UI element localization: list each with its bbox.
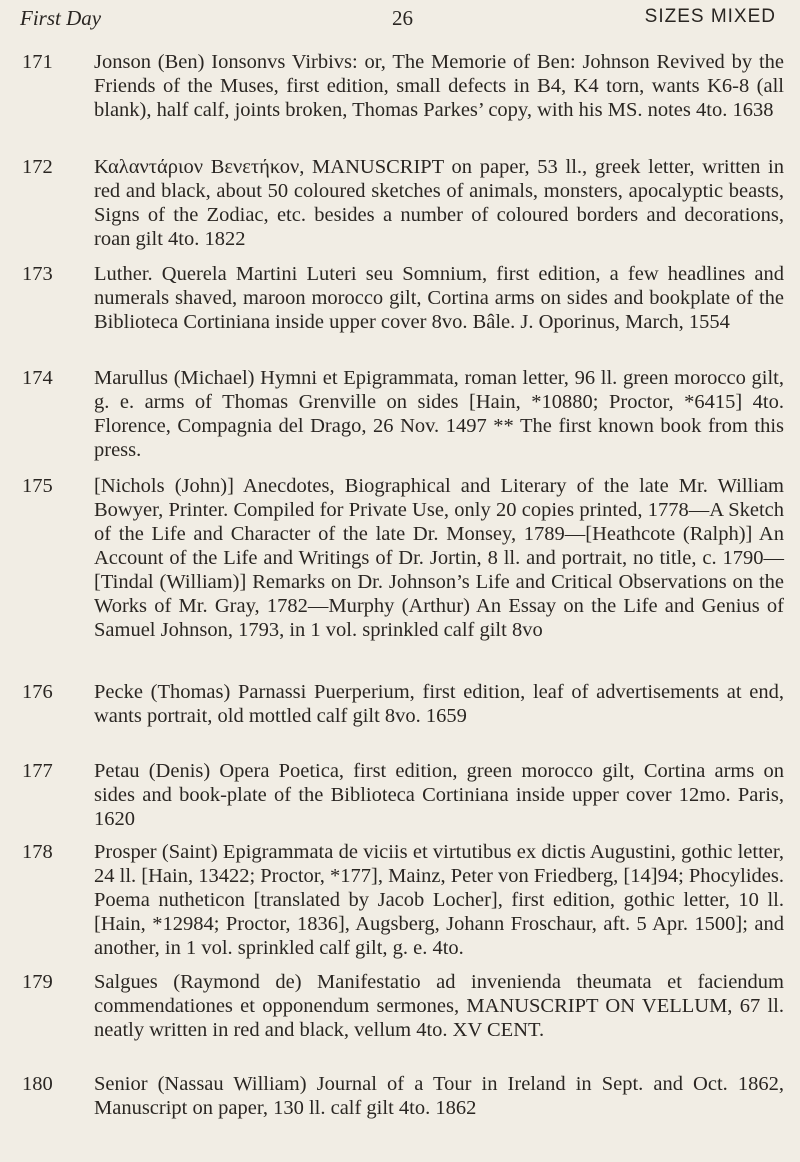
lot-description: Salgues (Raymond de) Manifestatio ad invenienda theumata et faciendum commendationes et opponendum sermones, MANUSCRIPT ON VELLUM, 67 ll. neatly written in red and black, vellum 4to. XV CENT. [94, 971, 784, 1041]
lot-description: Luther. Querela Martini Luteri seu Somnium, first edition, a few headlines and numerals shaved, maroon morocco gilt, Cortina arms on sides and bookplate of the Biblioteca Cortiniana inside upper cover 8vo. Bâle. J. Oporinus, March, 1554 [94, 263, 784, 333]
header-page-number: 26 [392, 6, 413, 30]
page-header [20, 6, 776, 36]
lot-number: 180 [22, 1073, 53, 1095]
header-sale-day: First Day [20, 6, 102, 30]
lot-description: Prosper (Saint) Epigrammata de viciis et virtutibus ex dictis Augustini, gothic letter, 24 ll. [Hain, 13422; Proctor, *177], Mainz, Peter von Friedberg, [14]94; Phocylides. Poema nutheticon [translated by Jacob Locher], first edition, gothic letter, 10 ll. [Hain, *12984; Proctor, 1836], Augsberg, Johann Froschaur, aft. 5 Apr. 1500]; and another, in 1 vol. sprinkled calf gilt, g. e. 4to. [94, 841, 785, 959]
lot-number: 174 [22, 367, 53, 389]
lot-description: Petau (Denis) Opera Poetica, first edition, green morocco gilt, Cortina arms on sides and book-plate of the Biblioteca Cortiniana inside upper cover 12mo. Paris, 1620 [94, 760, 784, 830]
lot-number: 178 [22, 841, 53, 863]
header-section: SIZES MIXED [644, 6, 776, 27]
lot-number: 179 [22, 971, 53, 993]
lot-number: 177 [22, 760, 53, 782]
lot-description: Καλαντάριον Βενετήκον, MANUSCRIPT on paper, 53 ll., greek letter, written in red and black, about 50 coloured sketches of animals, monsters, apocalyptic beasts, Signs of the Zodiac, etc. besides a number of coloured borders and decorations, roan gilt 4to. 1822 [94, 156, 784, 250]
lot-number: 171 [22, 51, 53, 73]
lot-description: Jonson (Ben) Ionsonvs Virbivs: or, The Memorie of Ben: Johnson Revived by the Friends of the Muses, first edition, small defects in B4, K4 torn, wants K6-8 (all blank), half calf, joints broken, Thomas Parkes’ copy, with his MS. notes 4to. 1638 [94, 51, 784, 121]
lot-number: 172 [22, 156, 53, 178]
lot-description: Marullus (Michael) Hymni et Epigrammata, roman letter, 96 ll. green morocco gilt, g. e. arms of Thomas Grenville on sides [Hain, *10880; Proctor, *6415] 4to. Florence, Compagnia del Drago, 26 Nov. 1497 ** The first known book from this press. [94, 367, 784, 461]
lot-number: 173 [22, 263, 53, 285]
lot-description: [Nichols (John)] Anecdotes, Biographical and Literary of the late Mr. William Bowyer, Printer. Compiled for Private Use, only 20 copies printed, 1778—A Sketch of the Life and Character of the late Dr. Monsey, 1789—[Heathcote (Ralph)] An Account of the Life and Writings of Dr. Jortin, 8 ll. and portrait, no title, c. 1790—[Tindal (William)] Remarks on Dr. Johnson’s Life and Critical Observations on the Works of Mr. Gray, 1782—Murphy (Arthur) An Essay on the Life and Genius of Samuel Johnson, 1793, in 1 vol. sprinkled calf gilt 8vo [94, 475, 784, 641]
lot-description: Pecke (Thomas) Parnassi Puerperium, first edition, leaf of advertisements at end, wants portrait, old mottled calf gilt 8vo. 1659 [94, 681, 784, 727]
lot-number: 175 [22, 475, 53, 497]
lot-number: 176 [22, 681, 53, 703]
lot-description: Senior (Nassau William) Journal of a Tour in Ireland in Sept. and Oct. 1862, Manuscript on paper, 130 ll. calf gilt 4to. 1862 [94, 1073, 784, 1119]
